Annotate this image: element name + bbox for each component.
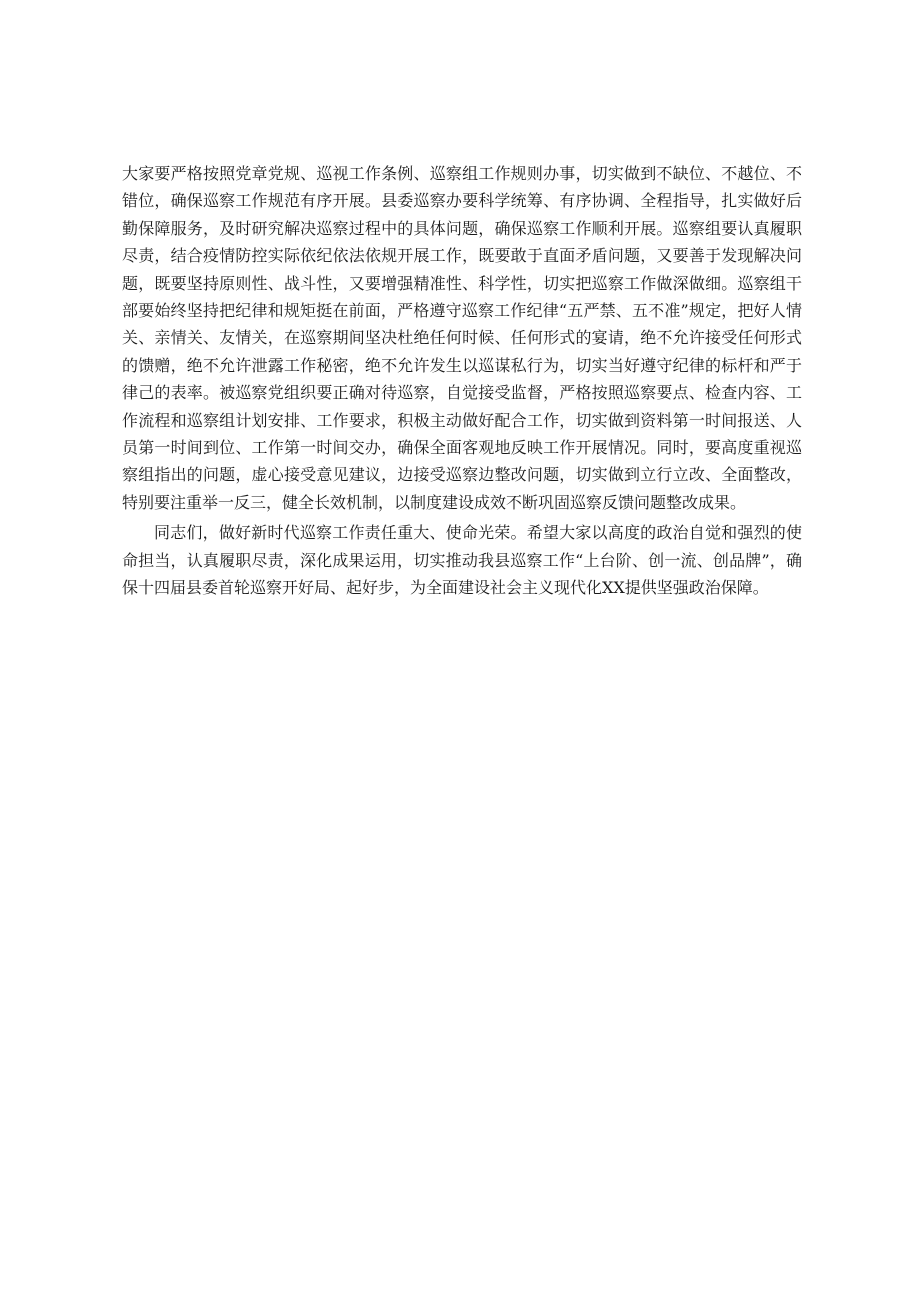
body-paragraph-2: 同志们，做好新时代巡察工作责任重大、使命光荣。希望大家以高度的政治自觉和强烈的使命担当，认真履职尽责，深化成果运用，切实推动我县巡察工作“上台阶、创一流、创品牌”，确保十四届县委首轮巡察开好局、起好步，为全面建设社会主义现代化XX提供坚强政治保障。 xyxy=(122,523,802,598)
body-paragraph-1: 大家要严格按照党章党规、巡视工作条例、巡察组工作规则办事，切实做到不缺位、不越位、不错位，确保巡察工作规范有序开展。县委巡察办要科学统筹、有序协调、全程指导，扎实做好后勤保障服务，及时研究解决巡察过程中的具体问题，确保巡察工作顺利开展。巡察组要认真履职尽责，结合疫情防控实际依纪依法依规开展工作，既要敢于直面矛盾问题，又要善于发现解决问题，既要坚持原则性、战斗性，又要增强精准性、科学性，切实把巡察工作做深做细。巡察组干部要始终坚持把纪律和规矩挺在前面，严格遵守巡察工作纪律“五严禁、五不准”规定，把好人情关、亲情关、友情关，在巡察期间坚决杜绝任何时候、任何形式的宴请，绝不允许接受任何形式的馈赠，绝不允许泄露工作秘密，绝不允许发生以巡谋私行为，切实当好遵守纪律的标杆和严于律己的表率。被巡察党组织要正确对待巡察，自觉接受监督，严格按照巡察要点、检查内容、工作流程和巡察组计划安排、工作要求，积极主动做好配合工作，切实做到资料第一时间报送、人员第一时间到位、工作第一时间交办，确保全面客观地反映工作开展情况。同时，要高度重视巡察组指出的问题，虚心接受意见建议，边接受巡察边整改问题，切实做到立行立改、全面整改，特别要注重举一反三，健全长效机制，以制度建设成效不断巩固巡察反馈问题整改成果。 xyxy=(122,164,802,512)
document-body xyxy=(122,160,802,602)
